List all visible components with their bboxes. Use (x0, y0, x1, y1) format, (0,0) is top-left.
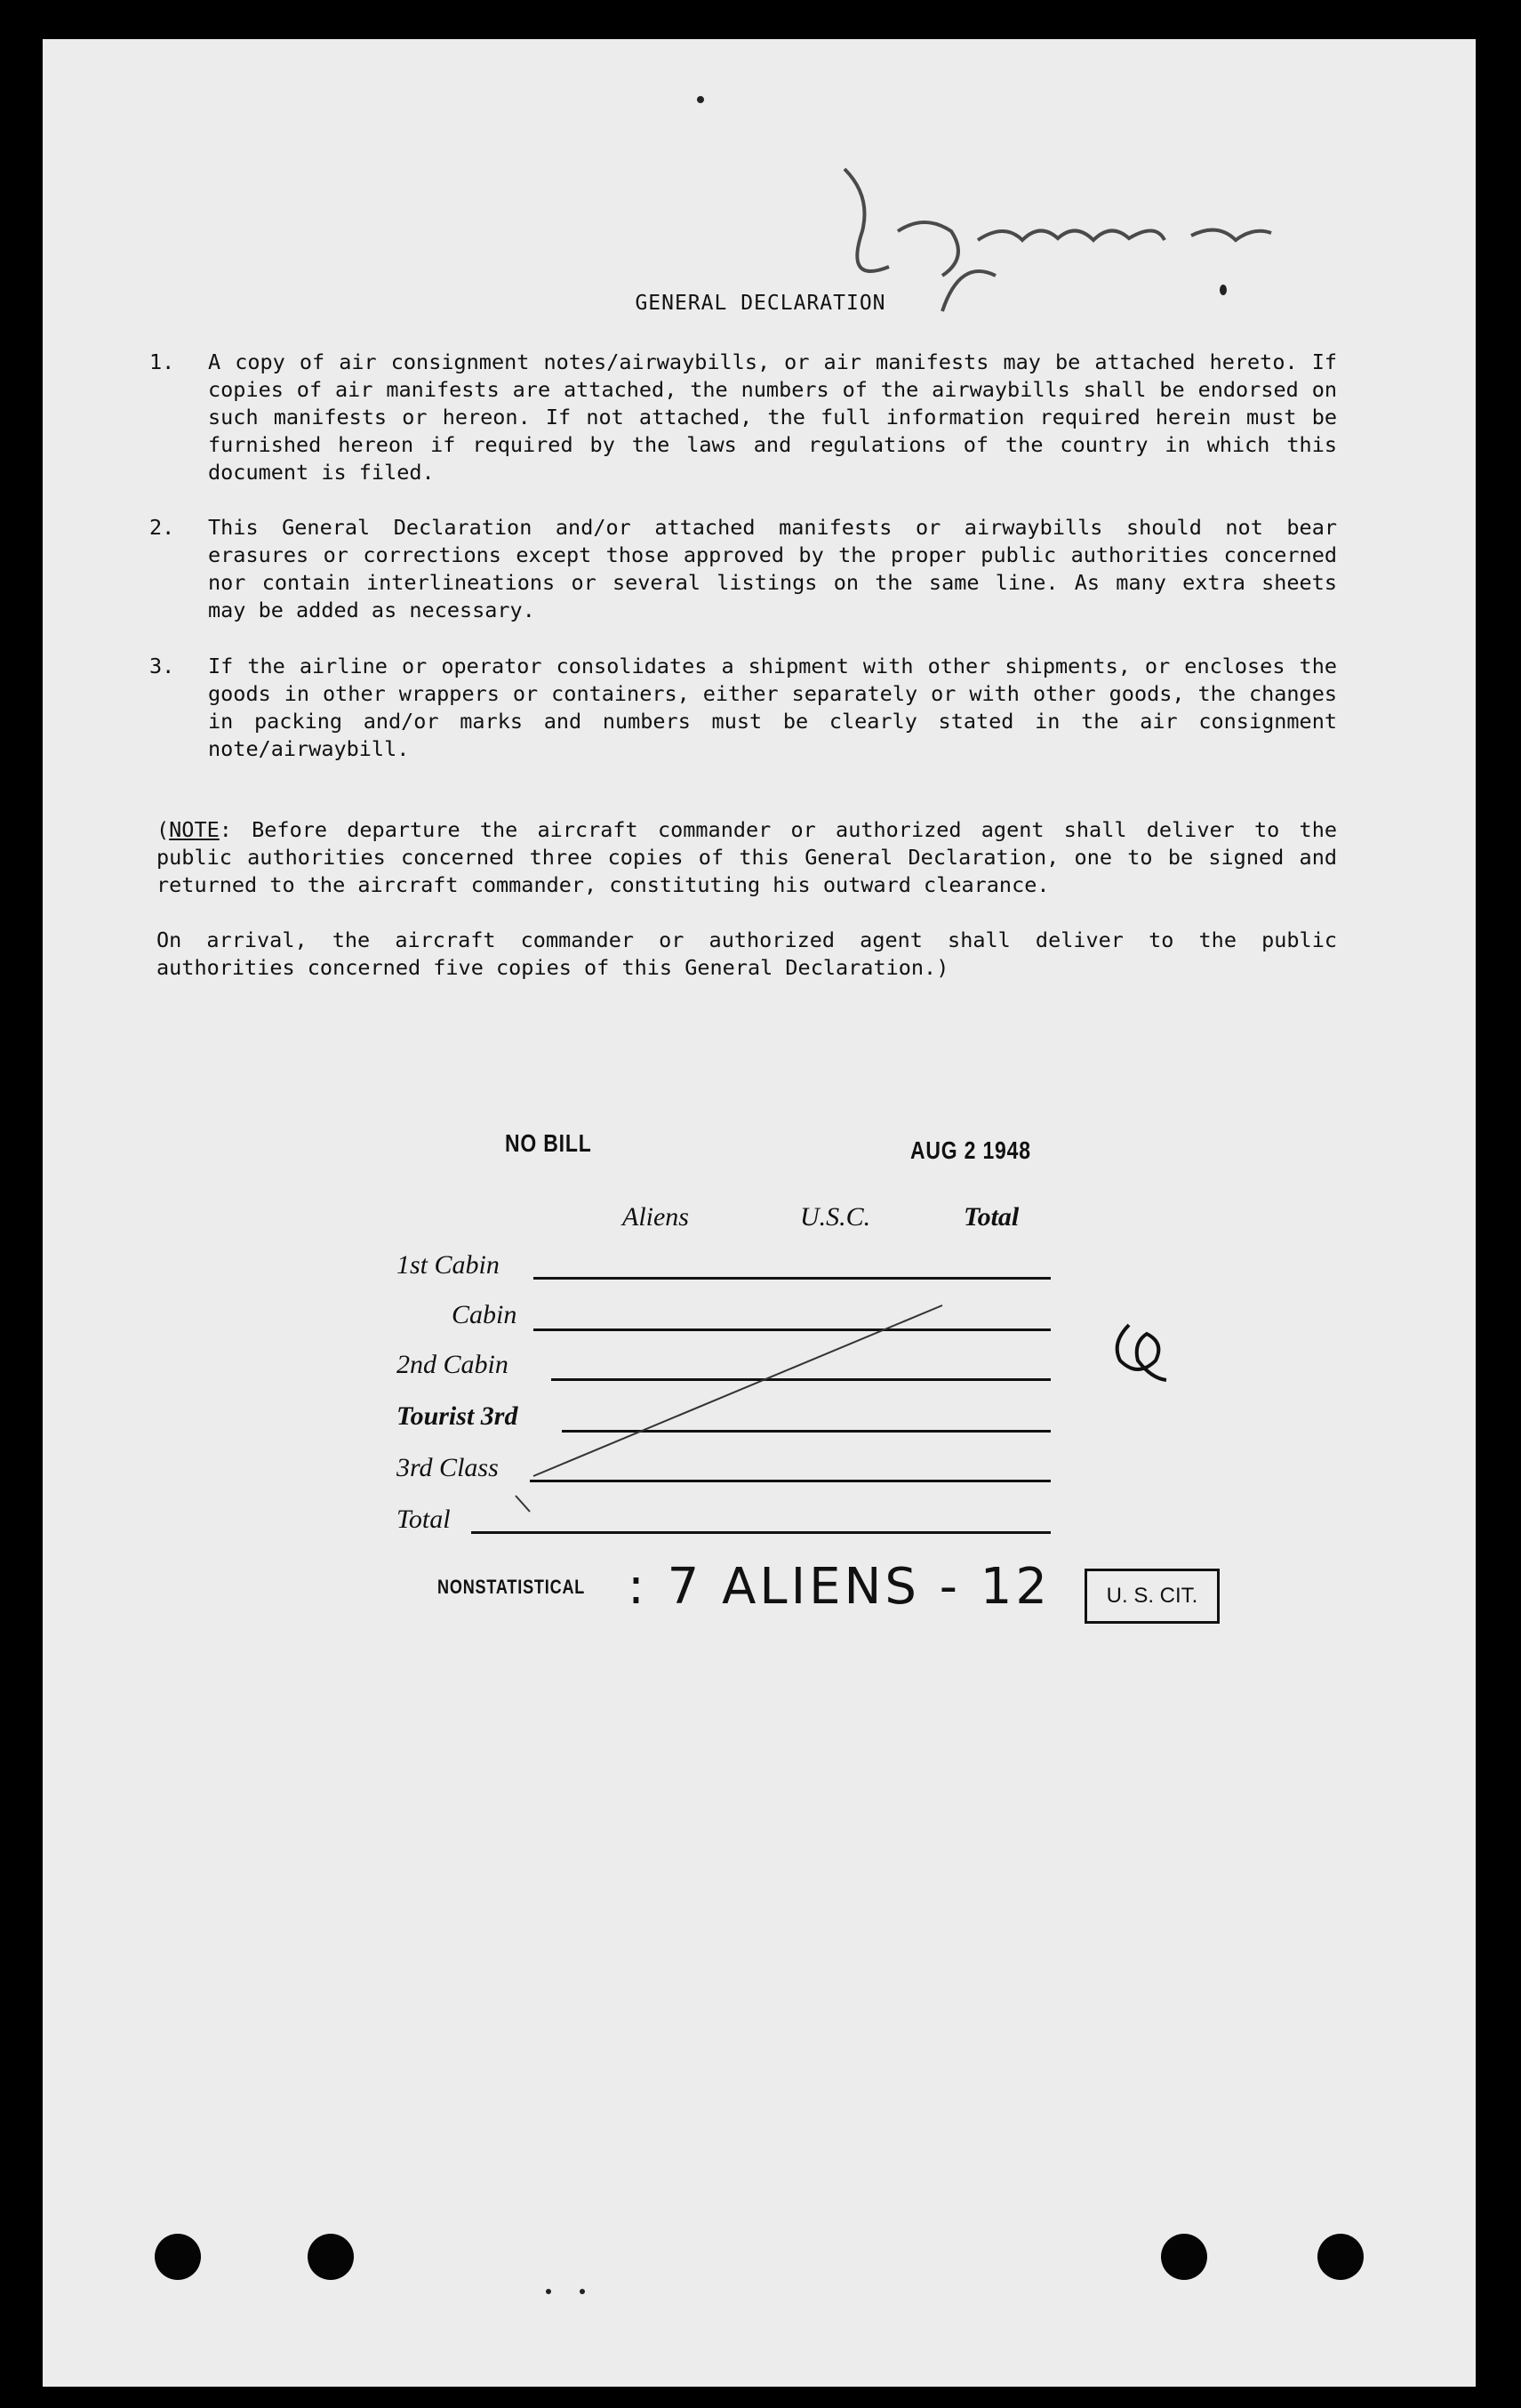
punch-hole (155, 2234, 201, 2280)
date-stamp: AUG 2 1948 (910, 1136, 1031, 1164)
row-line (533, 1277, 1051, 1280)
row-line (471, 1531, 1051, 1534)
column-usc: U.S.C. (800, 1202, 871, 1232)
row-label-tourist-3rd: Tourist 3rd (396, 1401, 518, 1431)
punch-hole (1161, 2234, 1207, 2280)
document-title: GENERAL DECLARATION (635, 292, 886, 315)
instruction-item-1 (149, 349, 1337, 486)
instruction-item-2 (149, 514, 1337, 624)
cross-out-strike (498, 1298, 960, 1529)
item-number: 2. (149, 515, 175, 540)
row-label-2nd-cabin: 2nd Cabin (396, 1350, 508, 1379)
item-text: A copy of air consignment notes/airwaybills, or air manifests may be attached hereto. If copies of air manifests are attached, the numbers of the airwaybills shall be endorsed on such manifests or hereon. If not attached, the full information required herein must be furnished hereon if required by the laws and regulations of the country in which this document is filed. (208, 349, 1337, 485)
column-aliens: Aliens (622, 1202, 689, 1232)
item-number: 1. (149, 349, 175, 374)
note-open-paren: ( (156, 817, 170, 842)
nonstatistical-stamp: NONSTATISTICAL (437, 1576, 586, 1598)
item-number: 3. (149, 654, 175, 678)
paper-speck (1220, 285, 1227, 295)
initials-mark (1111, 1316, 1173, 1387)
note-label: NOTE (169, 817, 220, 842)
departure-note (156, 816, 1337, 899)
paper-speck (546, 2289, 551, 2294)
column-total: Total (964, 1202, 1020, 1232)
item-text: This General Declaration and/or attached manifests or airwaybills should not bear erasures or corrections except those approved by the proper public authorities concerned nor contain interlineations or several listings on the same line. As many extra sheets may be added as necessary. (208, 515, 1337, 622)
row-label-3rd-class: 3rd Class (396, 1453, 499, 1482)
paper-speck (697, 96, 704, 103)
handwritten-alien-count: : 7 ALIENS - 12 (628, 1558, 1052, 1616)
instruction-item-3 (149, 653, 1337, 763)
note-text: : Before departure the aircraft commander or authorized agent shall deliver to the public authorities concerned three copies of this General Declaration, one to be signed and returned to the aircraft commander, constituting his outward clearance. (156, 817, 1337, 897)
us-cit-stamp: U. S. CIT. (1085, 1569, 1220, 1624)
row-label-cabin: Cabin (452, 1300, 517, 1329)
paper-speck (580, 2289, 585, 2294)
no-bill-stamp: NO BILL (505, 1129, 592, 1157)
row-label-total: Total (396, 1505, 451, 1534)
arrival-note: On arrival, the aircraft commander or authorized agent shall deliver to the public authorities concerned five copies of this General Declaration.) (156, 927, 1337, 980)
punch-hole (1317, 2234, 1364, 2280)
punch-hole (308, 2234, 354, 2280)
row-label-1st-cabin: 1st Cabin (396, 1250, 500, 1280)
item-text: If the airline or operator consolidates a shipment with other shipments, or encloses the goods in other wrappers or containers, either separately or with other goods, the changes in packing and/or marks and numbers must be clearly stated in the air consignment note/airwaybill. (208, 654, 1337, 761)
